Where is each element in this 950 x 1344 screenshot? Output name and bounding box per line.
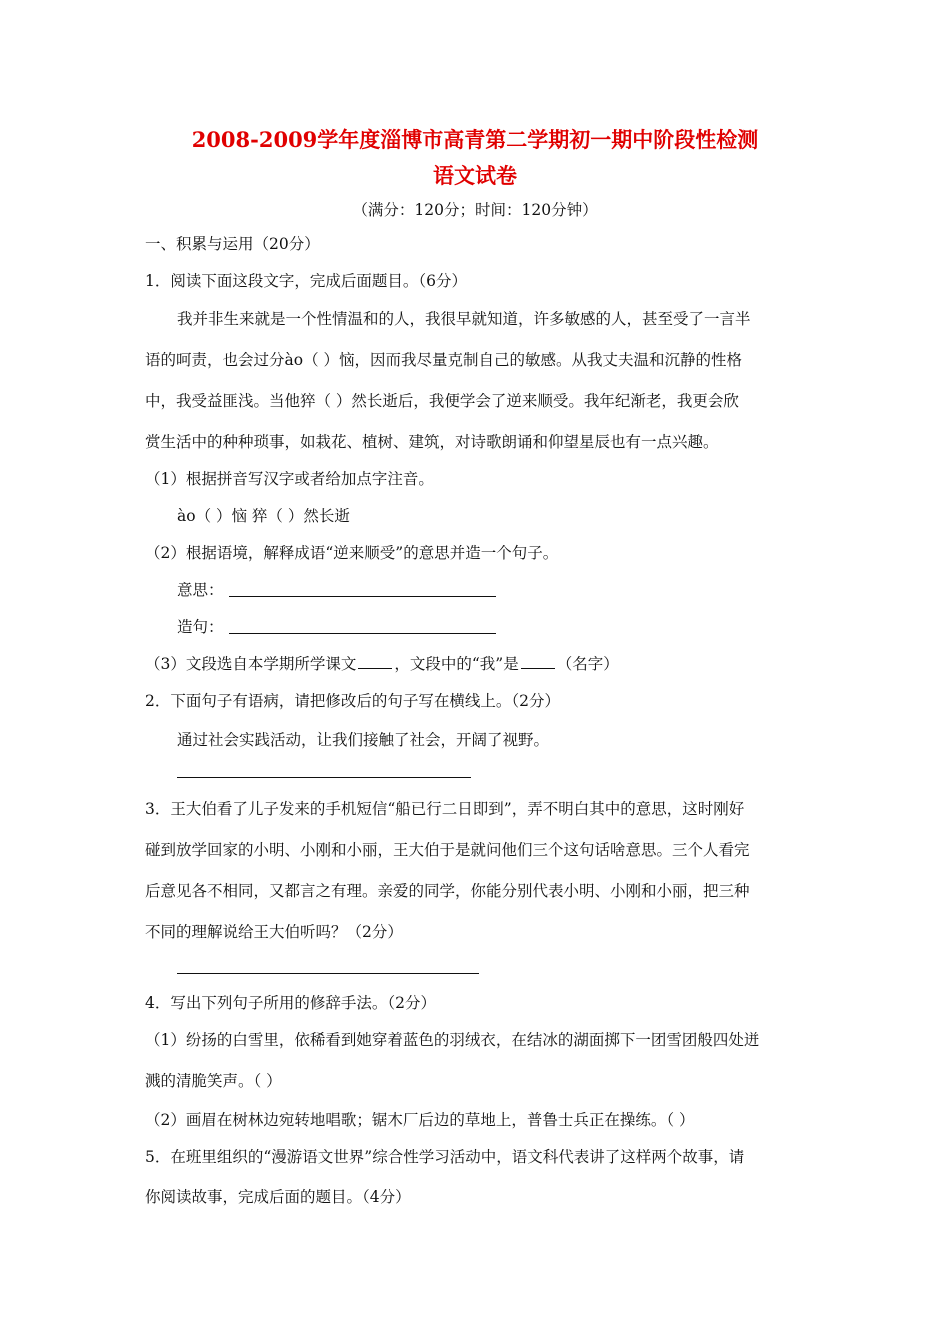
q5-line: 5．在班里组织的“漫游语文世界”综合性学习活动中，语文科代表讲了这样两个故事，请 bbox=[145, 1148, 745, 1166]
q1-sub3-text-a: （3）文段选自本学期所学课文 bbox=[145, 655, 357, 673]
q4-item1-cont: 溅的清脆笑声。（ ） bbox=[145, 1072, 282, 1090]
meaning-label: 意思： bbox=[177, 581, 224, 599]
q2-answer-line[interactable] bbox=[177, 777, 471, 778]
q1-sub3-text-b: ，文段中的“我”是 bbox=[394, 655, 519, 673]
q4-item1: （1）纷扬的白雪里，依稀看到她穿着蓝色的羽绒衣，在结冰的湖面掷下一团雪团般四处迸 bbox=[145, 1031, 760, 1049]
sentence-label: 造句： bbox=[177, 618, 224, 636]
q1-sub3 bbox=[145, 654, 619, 674]
q3-line: 碰到放学回家的小明、小刚和小丽，王大伯于是就问他们三个这句话啥意思。三个人看完 bbox=[145, 841, 750, 859]
meaning-answer-line[interactable] bbox=[229, 596, 496, 597]
section-heading: 一、积累与运用（20分） bbox=[145, 235, 320, 253]
q5-line: 你阅读故事，完成后面的题目。（4分） bbox=[145, 1188, 411, 1206]
q1-sub1: （1）根据拼音写汉字或者给加点字注音。 bbox=[145, 470, 434, 488]
exam-meta: （满分：120分；时间：120分钟） bbox=[352, 201, 598, 219]
q3-line: 后意见各不相同，又都言之有理。亲爱的同学，你能分别代表小明、小刚和小丽，把三种 bbox=[145, 882, 750, 900]
q4-item2: （2）画眉在树林边宛转地唱歌；锯木厂后边的草地上，普鲁士兵正在操练。（ ） bbox=[145, 1111, 695, 1129]
q4-stem: 4．写出下列句子所用的修辞手法。（2分） bbox=[145, 994, 436, 1012]
q2-sentence: 通过社会实践活动，让我们接触了社会，开阔了视野。 bbox=[177, 731, 550, 749]
q3-line: 不同的理解说给王大伯听吗？（2分） bbox=[145, 923, 403, 941]
exam-subtitle: 语文试卷 bbox=[433, 163, 517, 188]
q1-passage-line: 中，我受益匪浅。当他猝（ ）然长逝后，我便学会了逆来顺受。我年纪渐老，我更会欣 bbox=[145, 392, 739, 410]
q2-stem: 2．下面句子有语病，请把修改后的句子写在横线上。（2分） bbox=[145, 692, 560, 710]
lesson-blank[interactable] bbox=[358, 654, 392, 669]
q1-stem: 1．阅读下面这段文字，完成后面题目。（6分） bbox=[145, 272, 467, 290]
q1-passage-line: 语的呵责，也会过分ào（ ）恼，因而我尽量克制自己的敏感。从我丈夫温和沉静的性格 bbox=[145, 351, 743, 369]
q1-passage-line: 赏生活中的种种琐事，如栽花、植树、建筑，对诗歌朗诵和仰望星辰也有一点兴趣。 bbox=[145, 433, 719, 451]
q1-passage-line: 我并非生来就是一个性情温和的人，我很早就知道，许多敏感的人，甚至受了一言半 bbox=[177, 310, 751, 328]
q1-sub3-text-c: （名字） bbox=[556, 655, 619, 673]
q3-line: 3．王大伯看了儿子发来的手机短信“船已行二日即到”，弄不明白其中的意思，这时刚好 bbox=[145, 800, 745, 818]
sentence-answer-line[interactable] bbox=[229, 633, 496, 634]
q3-answer-line[interactable] bbox=[177, 973, 479, 974]
q1-sub2: （2）根据语境，解释成语“逆来顺受”的意思并造一个句子。 bbox=[145, 544, 559, 562]
exam-title: 2008-2009学年度淄博市高青第二学期初一期中阶段性检测 bbox=[191, 127, 759, 152]
q1-sub1-items: ào（ ）恼 猝（ ）然长逝 bbox=[177, 507, 350, 525]
name-blank[interactable] bbox=[521, 654, 555, 669]
